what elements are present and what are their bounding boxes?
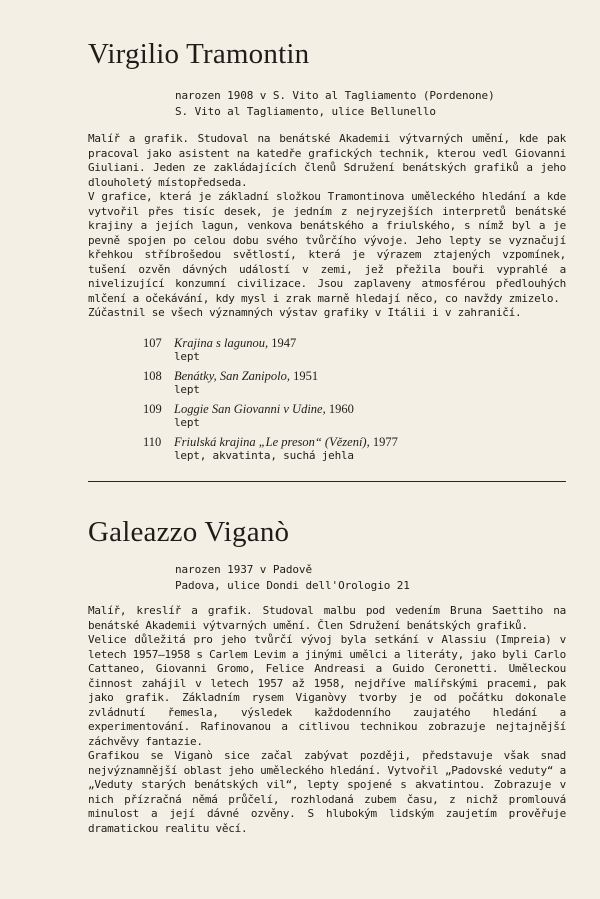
work-year: 1977 (372, 435, 398, 449)
artist-name-tramontin: Virgilio Tramontin (88, 38, 310, 70)
bio-paragraph: V grafice, která je základní složkou Tramontinova uměleckého hledání a kde vytvořil přes tisíc desek, je jedním z nejryzejších interpretů benátské krajiny a jejích lagun, venkova benátského a friulského, s nímž byl a je pevně spojen po celou dobu svého tvůrčího vývoje. Jeho lepty se vyznačují křehkou stříbrošedou světlostí, která je výrazem ztajených vzpomínek, tušení ozvěn dávných událostí v zemi, jež přežila bouři vyprahlé a nivelizující konzumní civilizace. Jsou zaplaveny atmosférou předlouhých mlčení a očekávání, kdy mysl i zrak marně hledají něco, co navždy zmizelo. (88, 190, 566, 305)
bio-paragraph: Malíř, kreslíř a grafik. Studoval malbu pod vedením Bruna Saettiho na benátské Akademii výtvarných umění. Člen Sdružení benátských grafiků. (88, 604, 566, 632)
work-title: Friulská krajina „Le preson“ (Vězení), (174, 435, 370, 449)
address-info: S. Vito al Tagliamento, ulice Bellunello (175, 105, 436, 118)
work-title: Benátky, San Zanipolo, (174, 369, 290, 383)
work-item (143, 402, 543, 430)
work-title: Krajina s lagunou, (174, 336, 269, 350)
bio-paragraph: Velice důležitá pro jeho tvůrčí vývoj byla setkání v Alassiu (Impreia) v letech 1957—1958 s Carlem Levim a jinými umělci a literáty, jako byli Carlo Cattaneo, Giovanni Gromo, Felice Andreasi a Guido Ceronetti. Uměleckou činnost zahájil v letech 1957 až 1958, nejdříve malířskými pracemi, pak jako grafik. Základním rysem Viganòvy tvorby je od počátku dokonale zvládnutí řemesla, výsledek každodenního zaujatého hledání a experimentování. Rafinovanou a citlivou technikou zobrazuje nejtajnější záchvěvy fantazie. (88, 633, 566, 748)
work-year: 1951 (293, 369, 319, 383)
address-info: Padova, ulice Dondi dell'Orologio 21 (175, 579, 410, 592)
work-title: Loggie San Giovanni v Udine, (174, 402, 326, 416)
work-technique: lept (174, 383, 200, 396)
works-list-tramontin (143, 336, 543, 468)
work-number: 108 (143, 369, 162, 383)
artist-meta-tramontin (175, 88, 495, 120)
birth-info: narozen 1908 v S. Vito al Tagliamento (Pordenone) (175, 89, 495, 102)
bio-paragraph: Zúčastnil se všech významných výstav grafiky v Itálii i v zahraničí. (88, 306, 522, 319)
bio-paragraph: Grafikou se Viganò sice začal zabývat později, představuje však snad nejvýznamnější oblast jeho uměleckého hledání. Vytvořil „Padovské veduty“ a „Veduty starých benátských vil“, lepty spojené s akvatintou. Zobrazuje v nich přízračná němá průčelí, rozhlodaná zubem času, z nichž promlouvá minulost a její dávné ozvěny. S hlubokým lidským zaujetím prověřuje dramatickou realitu věcí. (88, 749, 566, 835)
work-item (143, 435, 543, 463)
artist-meta-vigano (175, 562, 410, 594)
work-number: 109 (143, 402, 162, 416)
work-year: 1947 (271, 336, 297, 350)
work-number: 107 (143, 336, 162, 350)
work-item (143, 369, 543, 397)
work-technique: lept (174, 416, 200, 429)
work-number: 110 (143, 435, 162, 449)
biography-tramontin (88, 132, 566, 321)
work-year: 1960 (328, 402, 354, 416)
birth-info: narozen 1937 v Padově (175, 563, 312, 576)
work-technique: lept, akvatinta, suchá jehla (174, 449, 354, 462)
artist-name-vigano: Galeazzo Viganò (88, 516, 290, 548)
biography-vigano (88, 604, 566, 836)
work-technique: lept (174, 350, 200, 363)
work-item (143, 336, 543, 364)
section-divider (88, 481, 566, 482)
bio-paragraph: Malíř a grafik. Studoval na benátské Akademii výtvarných umění, kde pak pracoval jako asistent na katedře grafických technik, kterou vedl Giovanni Giuliani. Jeden ze zakládajících členů Sdružení benátských grafiků a jeho dlouholetý místopředseda. (88, 132, 566, 189)
